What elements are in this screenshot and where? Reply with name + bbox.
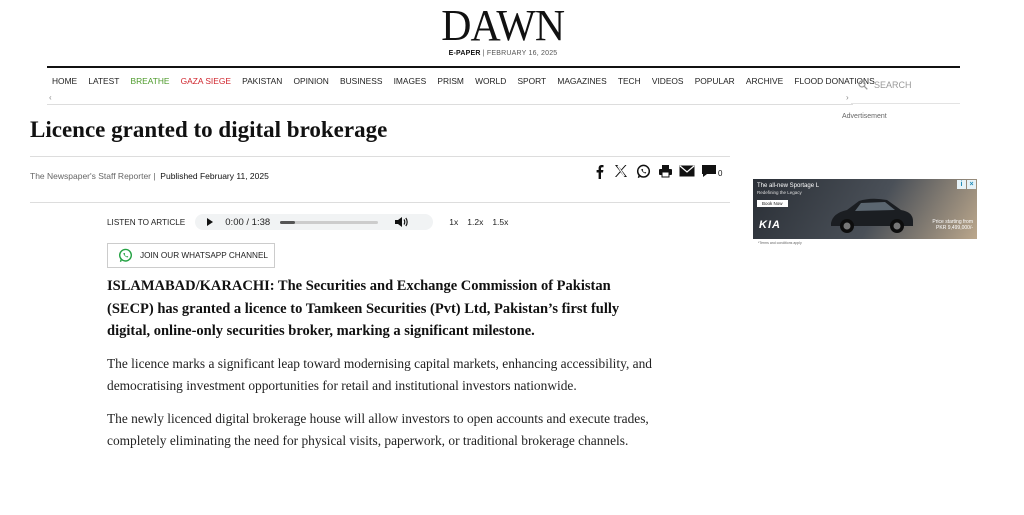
- nav-item-home[interactable]: HOME: [52, 76, 78, 86]
- search-box[interactable]: [858, 80, 912, 90]
- audio-progress: [280, 221, 295, 224]
- ad-price: Price starting from PKR 9,499,000/-: [932, 219, 973, 231]
- nav-item-flood-donations[interactable]: FLOOD DONATIONS: [794, 76, 875, 86]
- article-lead: ISLAMABAD/KARACHI: The Securities and Exchange Commission of Pakistan (SECP) has granted a licence to Tamkeen Securities (Pvt) Ltd, Pakistan’s first fully digital, online-only securities broker, marking a significant milestone.: [107, 278, 620, 339]
- nav-item-magazines[interactable]: MAGAZINES: [557, 76, 607, 86]
- nav-item-business[interactable]: BUSINESS: [340, 76, 383, 86]
- edition-info: E-PAPER | FEBRUARY 16, 2025: [448, 50, 558, 57]
- article-headline: Licence granted to digital brokerage: [30, 117, 388, 142]
- email-icon[interactable]: [679, 163, 695, 179]
- advertisement-label: Advertisement: [842, 113, 887, 120]
- article-body: [107, 275, 657, 453]
- print-icon[interactable]: [657, 163, 673, 179]
- ad-brand-logo: KIA: [759, 219, 781, 231]
- search-icon: [858, 80, 868, 90]
- facebook-icon[interactable]: [591, 163, 607, 179]
- play-icon[interactable]: [207, 218, 213, 226]
- nav-item-pakistan[interactable]: PAKISTAN: [242, 76, 283, 86]
- speed-options: [449, 217, 508, 227]
- nav-item-latest[interactable]: LATEST: [88, 76, 120, 86]
- whatsapp-share-icon[interactable]: [635, 163, 651, 179]
- nav-item-popular[interactable]: POPULAR: [694, 76, 735, 86]
- ad-close-icon[interactable]: ×: [967, 180, 976, 189]
- listen-label: LISTEN TO ARTICLE: [107, 217, 186, 227]
- nav-item-gaza-siege[interactable]: GAZA SIEGE: [180, 76, 231, 86]
- divider: [30, 202, 730, 203]
- speed-option[interactable]: 1.5x: [492, 217, 509, 227]
- ad-headline: The all-new Sportage L: [757, 183, 820, 189]
- audio-time: 0:00 / 1:38: [225, 216, 271, 228]
- article-paragraph: The newly licenced digital brokerage house will allow investors to open accounts and execute trades, completely eliminating the need for physical visits, paperwork, or traditional brokerage channels.: [107, 410, 649, 448]
- masthead: [0, 1, 1006, 57]
- nav-item-videos[interactable]: VIDEOS: [651, 76, 684, 86]
- audio-player: [195, 214, 433, 230]
- whatsapp-channel-button[interactable]: [107, 243, 275, 268]
- search-input[interactable]: SEARCH: [874, 80, 912, 90]
- author-link[interactable]: The Newspaper's Staff Reporter: [30, 171, 151, 181]
- nav-item-sport[interactable]: SPORT: [517, 76, 547, 86]
- search-underline: [851, 103, 960, 104]
- nav-item-images[interactable]: IMAGES: [393, 76, 427, 86]
- byline: The Newspaper's Staff Reporter | Published February 11, 2025: [30, 171, 269, 181]
- audio-player-row: [107, 214, 508, 230]
- article-paragraph: The licence marks a significant leap toward modernising capital markets, enhancing accessibility, and democratising investment opportunities for retail and institutional investors nationwide.: [107, 355, 652, 393]
- comments-icon[interactable]: [701, 163, 717, 179]
- nav-item-breathe[interactable]: BREATHE: [130, 76, 170, 86]
- whatsapp-channel-label: JOIN OUR WHATSAPP CHANNEL: [140, 251, 268, 260]
- volume-icon[interactable]: [394, 216, 408, 228]
- nav-item-prism[interactable]: PRISM: [437, 76, 464, 86]
- epaper-link[interactable]: E-PAPER: [448, 50, 481, 57]
- ad-terms: *Terms and conditions apply: [758, 241, 802, 245]
- nav-scrollbar[interactable]: [47, 95, 853, 105]
- scroll-right-icon[interactable]: ›: [846, 93, 849, 102]
- whatsapp-icon: [118, 248, 133, 263]
- publish-date: Published February 11, 2025: [160, 171, 269, 181]
- speed-option[interactable]: 1.2x: [467, 217, 484, 227]
- comment-count: 0: [718, 168, 723, 178]
- x-twitter-icon[interactable]: [613, 163, 629, 179]
- main-nav: [47, 66, 960, 102]
- ad-choices: [957, 180, 976, 189]
- ad-subheadline: Redefining the Legacy: [757, 190, 802, 195]
- car-image-icon: [825, 191, 917, 235]
- advertisement-banner[interactable]: [753, 179, 977, 239]
- speed-option[interactable]: 1x: [449, 217, 459, 227]
- nav-item-archive[interactable]: ARCHIVE: [745, 76, 784, 86]
- nav-item-world[interactable]: WORLD: [475, 76, 507, 86]
- share-bar: [591, 163, 722, 179]
- nav-bar: [47, 68, 960, 94]
- ad-info-icon[interactable]: i: [957, 180, 966, 189]
- audio-seek-bar[interactable]: [280, 221, 378, 224]
- nav-item-tech[interactable]: TECH: [617, 76, 641, 86]
- edition-date: FEBRUARY 16, 2025: [486, 50, 558, 57]
- dawn-logo[interactable]: DAWN: [441, 1, 565, 50]
- scroll-left-icon[interactable]: ‹: [49, 93, 52, 102]
- ad-book-now-button[interactable]: Book Now: [757, 200, 788, 207]
- nav-item-opinion[interactable]: OPINION: [293, 76, 329, 86]
- divider: [30, 156, 730, 157]
